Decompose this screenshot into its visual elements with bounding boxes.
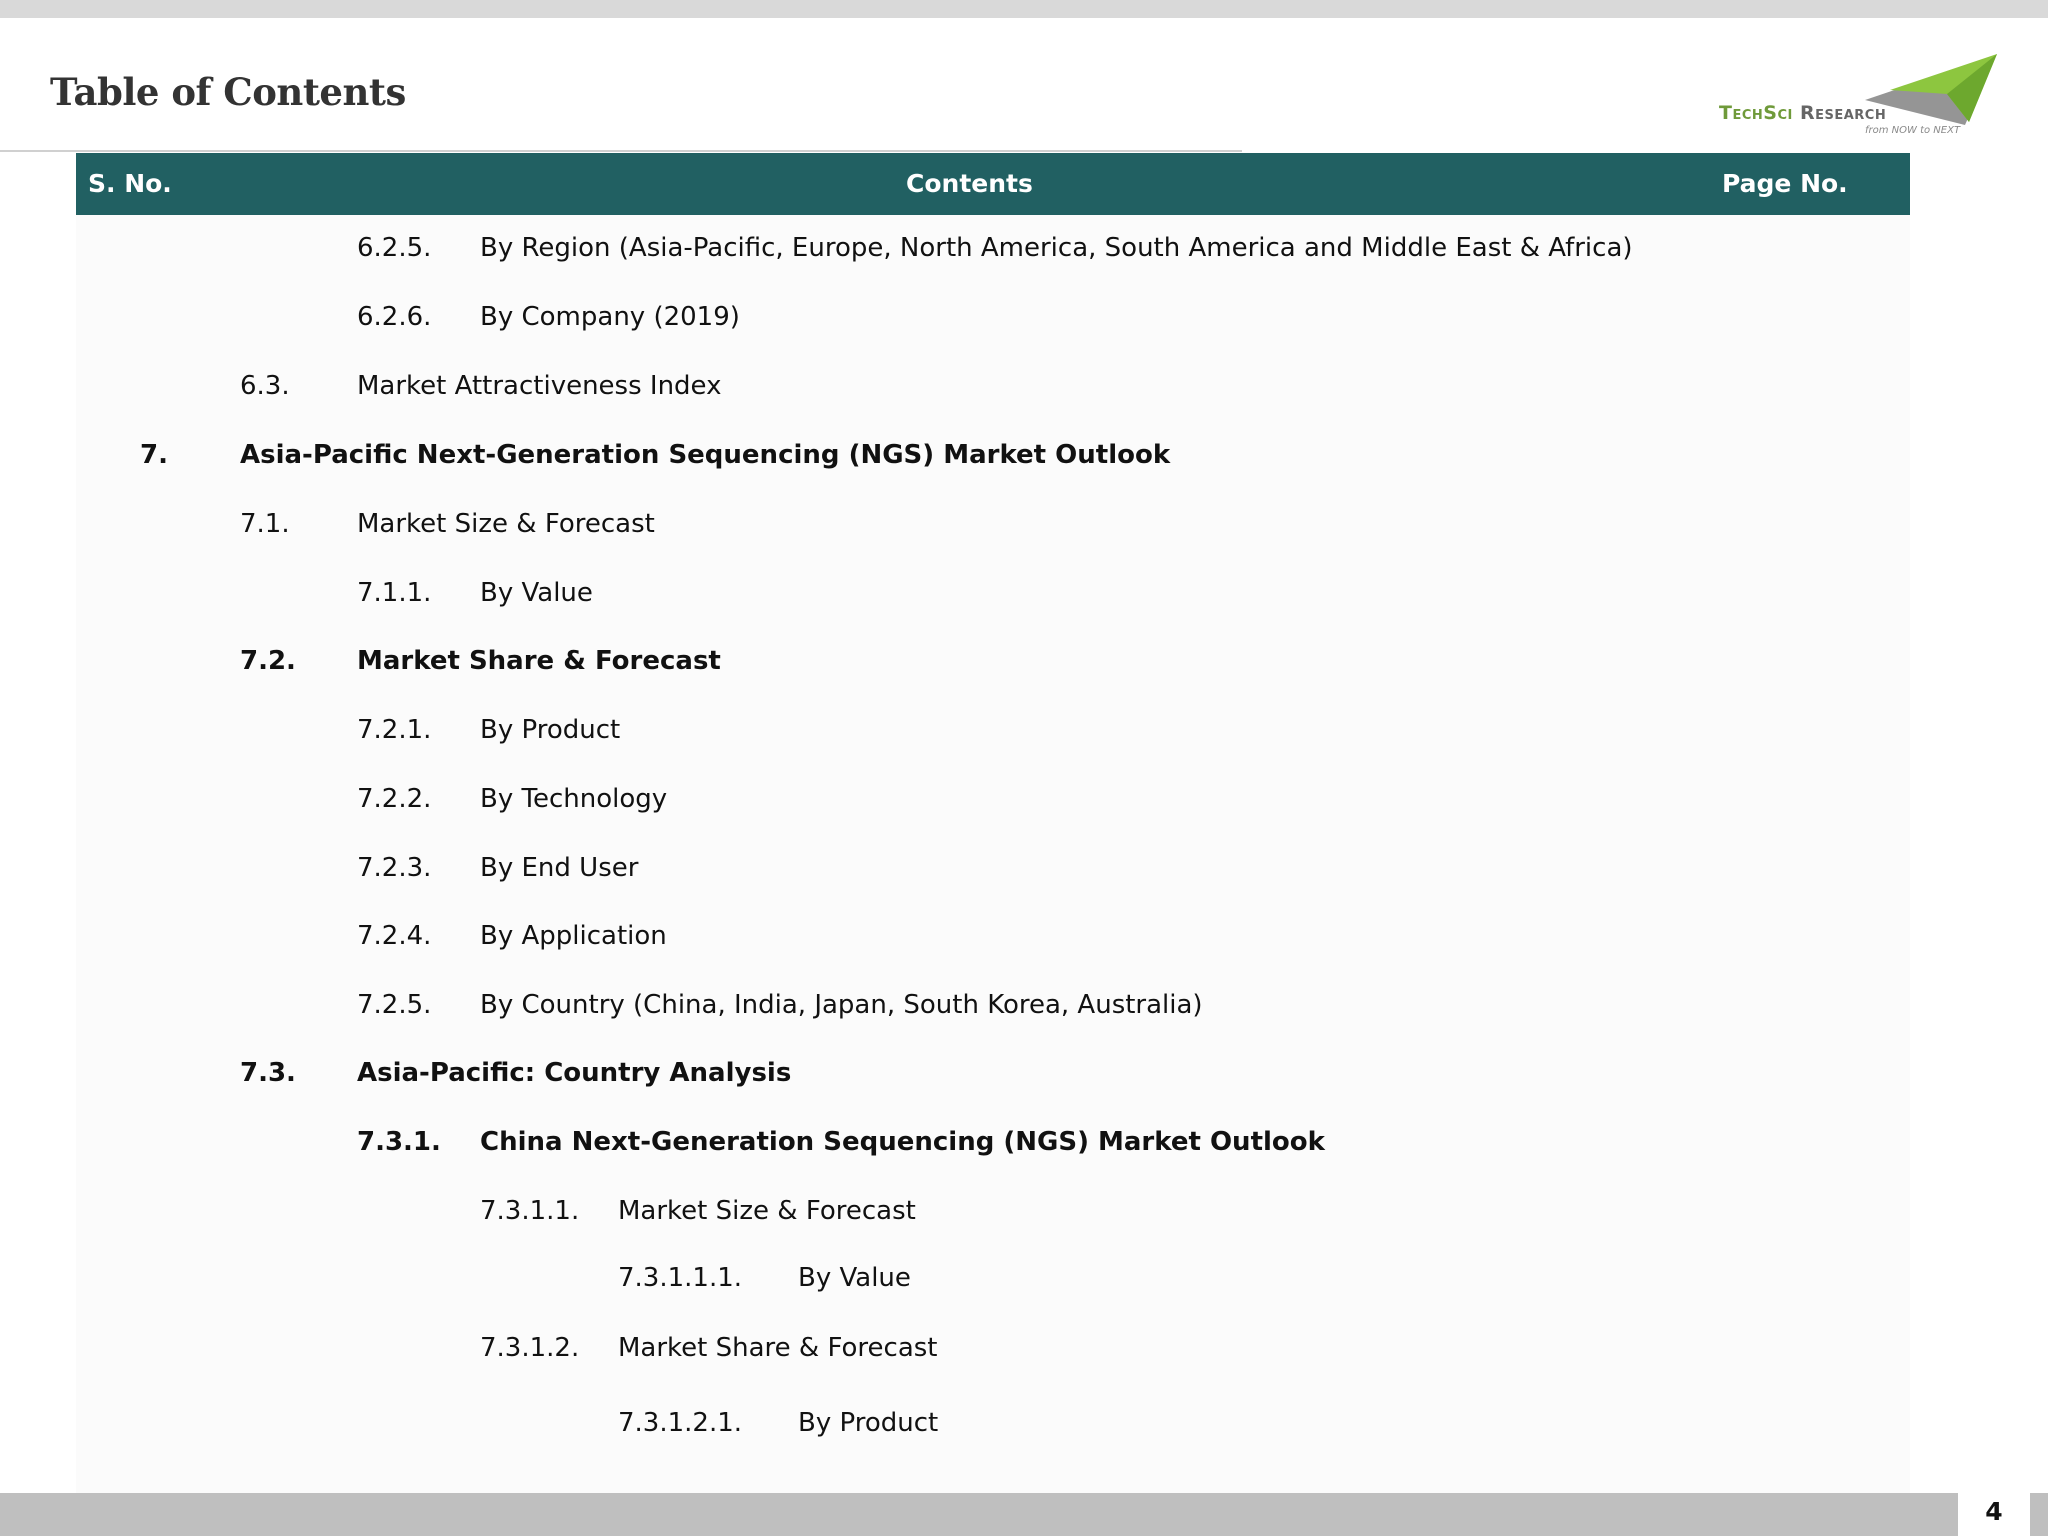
toc-row <box>0 440 2048 480</box>
logo-name-part2: Research <box>1799 102 1887 124</box>
toc-row <box>0 578 2048 618</box>
toc-row-text: By End User <box>480 853 639 883</box>
page-title: Table of Contents <box>50 70 406 114</box>
techsci-logo <box>1715 50 2005 142</box>
toc-row-number: 7.3.1.2. <box>480 1333 580 1363</box>
toc-row-text: China Next-Generation Sequencing (NGS) Market Outlook <box>480 1127 1325 1157</box>
toc-row <box>0 1408 2048 1448</box>
page-number: 4 <box>1958 1488 2030 1536</box>
toc-row-number: 7.3.1.1.1. <box>618 1263 743 1293</box>
toc-row-text: By Product <box>480 715 621 745</box>
toc-row-number: 7.1. <box>240 509 290 539</box>
toc-row-text: By Application <box>480 921 667 951</box>
logo-tagline: from NOW to NEXT <box>1865 125 1961 136</box>
toc-header-row <box>76 153 1910 215</box>
toc-row-number: 7.3.1.1. <box>480 1196 580 1226</box>
toc-row-text: Asia-Pacific: Country Analysis <box>357 1058 792 1088</box>
toc-row <box>0 1333 2048 1373</box>
header-contents: Contents <box>906 169 1033 198</box>
toc-row <box>0 646 2048 686</box>
toc-row-text: By Value <box>798 1263 911 1293</box>
toc-row <box>0 784 2048 824</box>
toc-row-number: 7.3.1.2.1. <box>618 1408 743 1438</box>
toc-row-text: Market Attractiveness Index <box>357 371 722 401</box>
toc-row-number: 7.2.3. <box>357 853 432 883</box>
logo-name-part1: TechSci <box>1719 102 1793 124</box>
toc-row-number: 7.2.4. <box>357 921 432 951</box>
toc-row-number: 6.2.6. <box>357 302 432 332</box>
toc-row <box>0 1058 2048 1098</box>
toc-row-number: 7.1.1. <box>357 578 432 608</box>
toc-row-number: 7.2.2. <box>357 784 432 814</box>
toc-row <box>0 715 2048 755</box>
toc-row-text: Market Size & Forecast <box>357 509 655 539</box>
header-page-no: Page No. <box>1722 169 1848 198</box>
toc-row <box>0 853 2048 893</box>
title-divider <box>0 150 1242 152</box>
toc-row <box>0 233 2048 273</box>
toc-row-text: Market Size & Forecast <box>618 1196 916 1226</box>
toc-row <box>0 1196 2048 1236</box>
toc-row-text: By Region (Asia-Pacific, Europe, North America, South America and Middle East & Africa) <box>480 233 1633 263</box>
toc-row-number: 6.3. <box>240 371 290 401</box>
toc-row-number: 7.2.5. <box>357 990 432 1020</box>
toc-row-number: 7. <box>140 440 168 470</box>
toc-row <box>0 509 2048 549</box>
toc-row-text: By Technology <box>480 784 668 814</box>
toc-row <box>0 1263 2048 1303</box>
logo-wordmark <box>1719 102 1886 124</box>
toc-row-number: 7.3. <box>240 1058 296 1088</box>
toc-row <box>0 921 2048 961</box>
toc-row <box>0 302 2048 342</box>
top-strip <box>0 0 2048 18</box>
toc-row-number: 7.2. <box>240 646 296 676</box>
toc-row-number: 7.3.1. <box>357 1127 441 1157</box>
toc-row-text: Market Share & Forecast <box>618 1333 938 1363</box>
toc-row-text: Market Share & Forecast <box>357 646 721 676</box>
toc-row <box>0 1127 2048 1167</box>
toc-row-text: By Product <box>798 1408 939 1438</box>
footer-bar <box>0 1493 2048 1536</box>
toc-row-number: 7.2.1. <box>357 715 432 745</box>
toc-row-text: By Value <box>480 578 593 608</box>
toc-row-text: By Country (China, India, Japan, South Korea, Australia) <box>480 990 1203 1020</box>
header-sno: S. No. <box>88 169 172 198</box>
toc-row-text: Asia-Pacific Next-Generation Sequencing (NGS) Market Outlook <box>240 440 1171 470</box>
logo-arrow-icon <box>1715 50 2005 142</box>
toc-row <box>0 990 2048 1030</box>
toc-row <box>0 371 2048 411</box>
toc-row-number: 6.2.5. <box>357 233 432 263</box>
toc-row-text: By Company (2019) <box>480 302 740 332</box>
